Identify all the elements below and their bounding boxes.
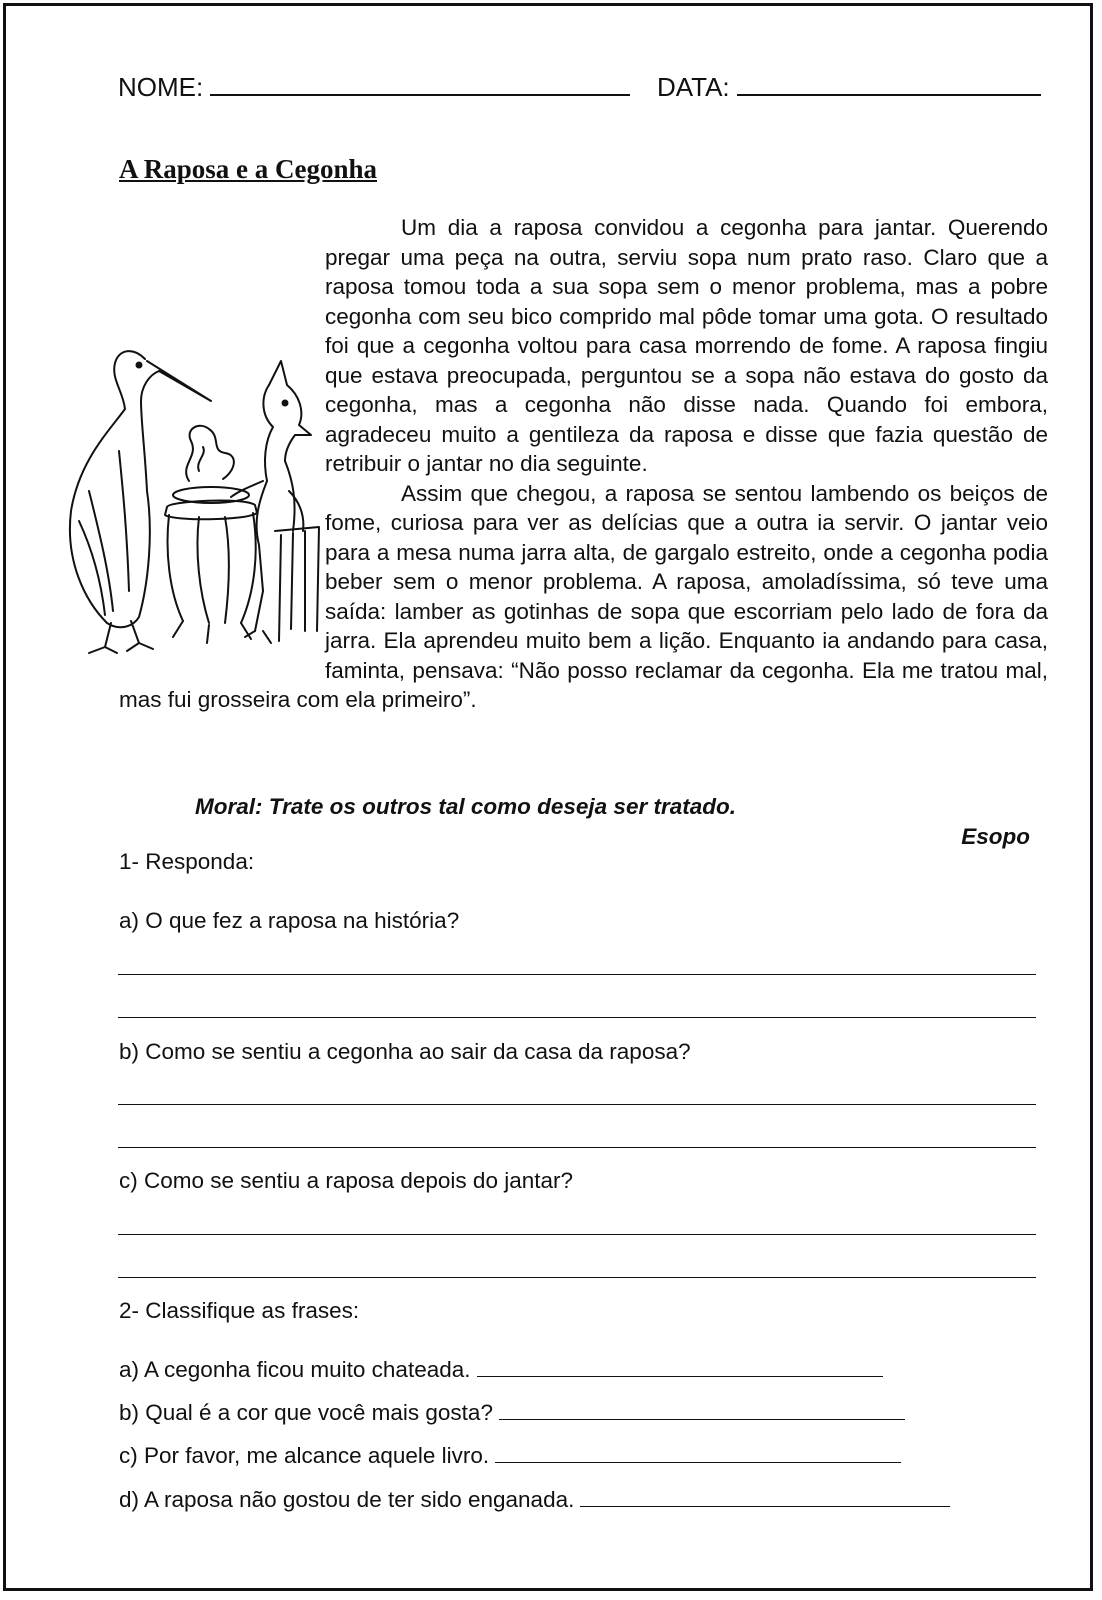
- date-field[interactable]: [737, 74, 1041, 96]
- classify-item-text: b) Qual é a cor que você mais gosta?: [119, 1400, 493, 1425]
- section-2-heading: 2- Classifique as frases:: [119, 1298, 360, 1323]
- moral-text: Moral: Trate os outros tal como deseja ser tratado.: [195, 794, 736, 819]
- classify-item: [119, 1399, 905, 1426]
- header-row: [118, 72, 1058, 103]
- date-label: DATA:: [656, 72, 730, 102]
- worksheet-page: [3, 3, 1093, 1591]
- question-a: a) O que fez a raposa na história?: [119, 908, 460, 933]
- classify-answer-field[interactable]: [499, 1399, 905, 1420]
- story-text: [119, 213, 1048, 715]
- author-name: Esopo: [961, 824, 1030, 849]
- question-b: b) Como se sentiu a cegonha ao sair da casa da raposa?: [119, 1039, 691, 1064]
- answer-line[interactable]: [118, 1104, 1036, 1105]
- classify-item: [119, 1486, 950, 1513]
- classify-item: [119, 1442, 901, 1469]
- story-paragraph-1: Um dia a raposa convidou a cegonha para jantar. Querendo pregar uma peça na outra, serviu sopa num prato raso. Claro que a raposa tomou toda a sua sopa sem o menor problema, mas a pobre cegonha com seu bico comprido mal pôde tomar uma gota. O resultado foi que a cegonha voltou para casa morrendo de fome. A raposa fingiu que estava preocupada, perguntou se a sopa não estava do gosto da cegonha, mas a cegonha não disse nada. Quando foi embora, agradeceu muito a gentileza da raposa e disse que fazia questão de retribuir o jantar no dia seguinte.: [325, 215, 1048, 476]
- stork-fox-illustration: [49, 331, 321, 658]
- story-paragraph-2: Assim que chegou, a raposa se sentou lambendo os beiços de fome, curiosa para ver as delícias que a outra ia servir. O jantar veio para a mesa numa jarra alta, de gargalo estreito, onde a cegonha podia beber sem o menor problema. A raposa, amoladíssima, só teve uma saída: lamber as gotinhas de sopa que escorriam pelo lado de fora da jarra. Ela aprendeu muito bem a lição. Enquanto ia andando para casa, faminta, pensava: “Não posso reclamar da cegonha. Ela me tratou mal, mas fui grosseira com ela primeiro”.: [119, 480, 1048, 712]
- answer-line[interactable]: [118, 1277, 1036, 1278]
- name-label: NOME:: [118, 72, 204, 102]
- classify-answer-field[interactable]: [580, 1486, 950, 1507]
- classify-answer-field[interactable]: [495, 1442, 901, 1463]
- classify-item-text: d) A raposa não gostou de ter sido enganada.: [119, 1487, 575, 1512]
- answer-line[interactable]: [118, 974, 1036, 975]
- classify-item-text: a) A cegonha ficou muito chateada.: [119, 1357, 471, 1382]
- question-c: c) Como se sentiu a raposa depois do jantar?: [119, 1168, 574, 1193]
- answer-line[interactable]: [118, 1147, 1036, 1148]
- classify-answer-field[interactable]: [477, 1356, 883, 1377]
- classify-item: [119, 1356, 883, 1383]
- section-1-heading: 1- Responda:: [119, 849, 255, 874]
- classify-item-text: c) Por favor, me alcance aquele livro.: [119, 1443, 490, 1468]
- name-field[interactable]: [210, 74, 630, 96]
- answer-line[interactable]: [118, 1017, 1036, 1018]
- story-title: A Raposa e a Cegonha: [119, 154, 378, 184]
- answer-line[interactable]: [118, 1234, 1036, 1235]
